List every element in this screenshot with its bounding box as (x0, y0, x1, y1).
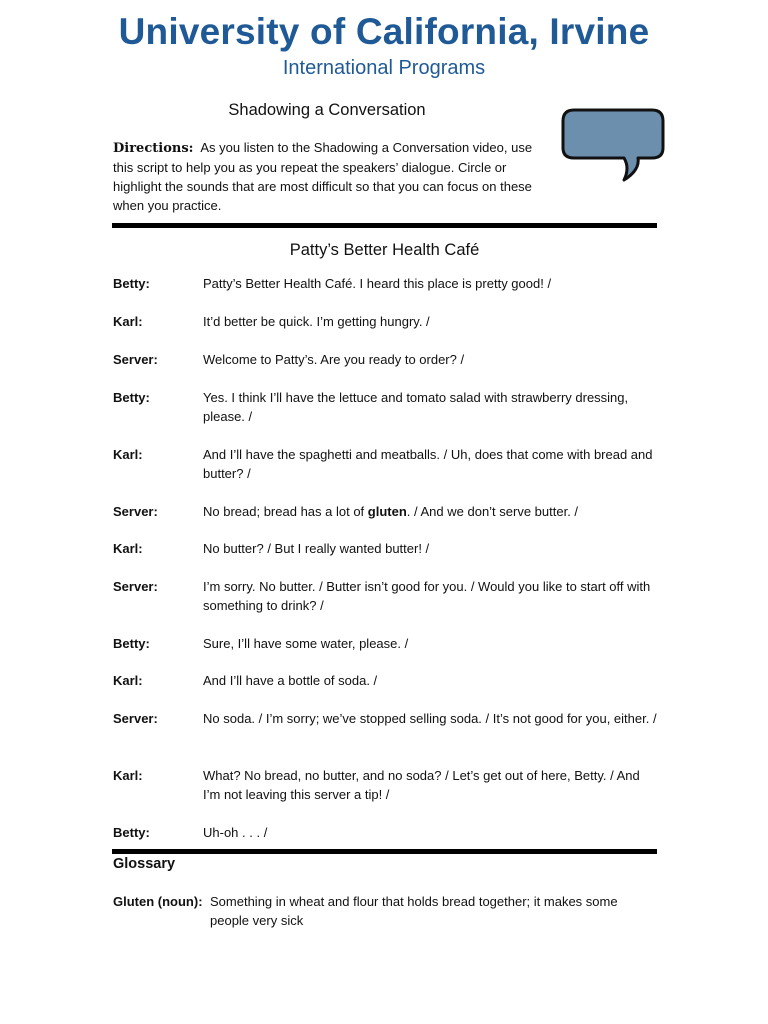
dialogue-text: And I’ll have a bottle of soda. / (203, 673, 378, 688)
speaker-label: Betty: (113, 390, 150, 405)
dialogue-text: No butter? / But I really wanted butter! / (203, 541, 430, 556)
speaker-label: Karl: (113, 541, 143, 556)
dialogue-text: I’m sorry. No butter. / Butter isn’t good for you. / Would you like to start off with something to drink? / (203, 579, 651, 613)
speaker-label: Server: (113, 579, 158, 594)
speaker-label: Betty: (113, 636, 150, 651)
script-title: Patty’s Better Health Café (289, 241, 480, 259)
speaker-label: Betty: (113, 276, 150, 291)
speaker-label: Karl: (113, 447, 143, 462)
dialogue-text: And I’ll have the spaghetti and meatballs. / Uh, does that come with bread and butter? / (203, 447, 653, 481)
dialogue-text-part: No bread; bread has a lot of (203, 504, 368, 519)
document-title: Shadowing a Conversation (228, 101, 426, 119)
speaker-label: Karl: (113, 314, 143, 329)
dialogue-text: It’d better be quick. I’m getting hungry. / (203, 314, 430, 329)
speaker-label: Betty: (113, 825, 150, 840)
directions-text: As you listen to the Shadowing a Conversation video, use this script to help you as you repeat the speakers’ dialogue. Circle or highlight the sounds that are most difficult so that you can focus on these when you practice. (113, 140, 533, 213)
speech-bubble-icon (560, 106, 666, 184)
speaker-label: Server: (113, 504, 158, 519)
dialogue-text: Sure, I’ll have some water, please. / (203, 636, 409, 651)
dialogue-text: Welcome to Patty’s. Are you ready to order? / (203, 352, 465, 367)
glossary-heading: Glossary (113, 856, 176, 872)
speaker-label: Karl: (113, 768, 143, 783)
dialogue-text: Yes. I think I’ll have the lettuce and tomato salad with strawberry dressing, please. / (203, 390, 629, 424)
top-divider (112, 223, 657, 228)
speaker-label: Server: (113, 711, 158, 726)
dialogue-text: What? No bread, no butter, and no soda? / Let’s get out of here, Betty. / And I’m not leaving this server a tip! / (203, 768, 640, 802)
glossary-term: Gluten (noun): (113, 894, 203, 909)
dialogue-text-part: . / And we don’t serve butter. / (406, 504, 579, 519)
institution-title: University of California, Irvine (118, 11, 650, 52)
glossary-term-highlight: gluten (367, 504, 407, 519)
dialogue-text: Uh-oh . . . / (203, 825, 268, 840)
speaker-label: Karl: (113, 673, 143, 688)
dialogue-text: No soda. / I’m sorry; we’ve stopped selling soda. / It’s not good for you, either. / (203, 711, 657, 726)
dialogue-text (203, 502, 658, 521)
glossary-definition: Something in wheat and flour that holds bread together; it makes some people very sick (210, 894, 618, 928)
bottom-divider (112, 849, 657, 854)
directions-paragraph (113, 138, 548, 215)
directions-label: Directions: (113, 141, 194, 156)
dialogue-text: Patty’s Better Health Café. I heard this place is pretty good! / (203, 276, 552, 291)
speaker-label: Server: (113, 352, 158, 367)
department-subtitle: International Programs (282, 57, 486, 79)
